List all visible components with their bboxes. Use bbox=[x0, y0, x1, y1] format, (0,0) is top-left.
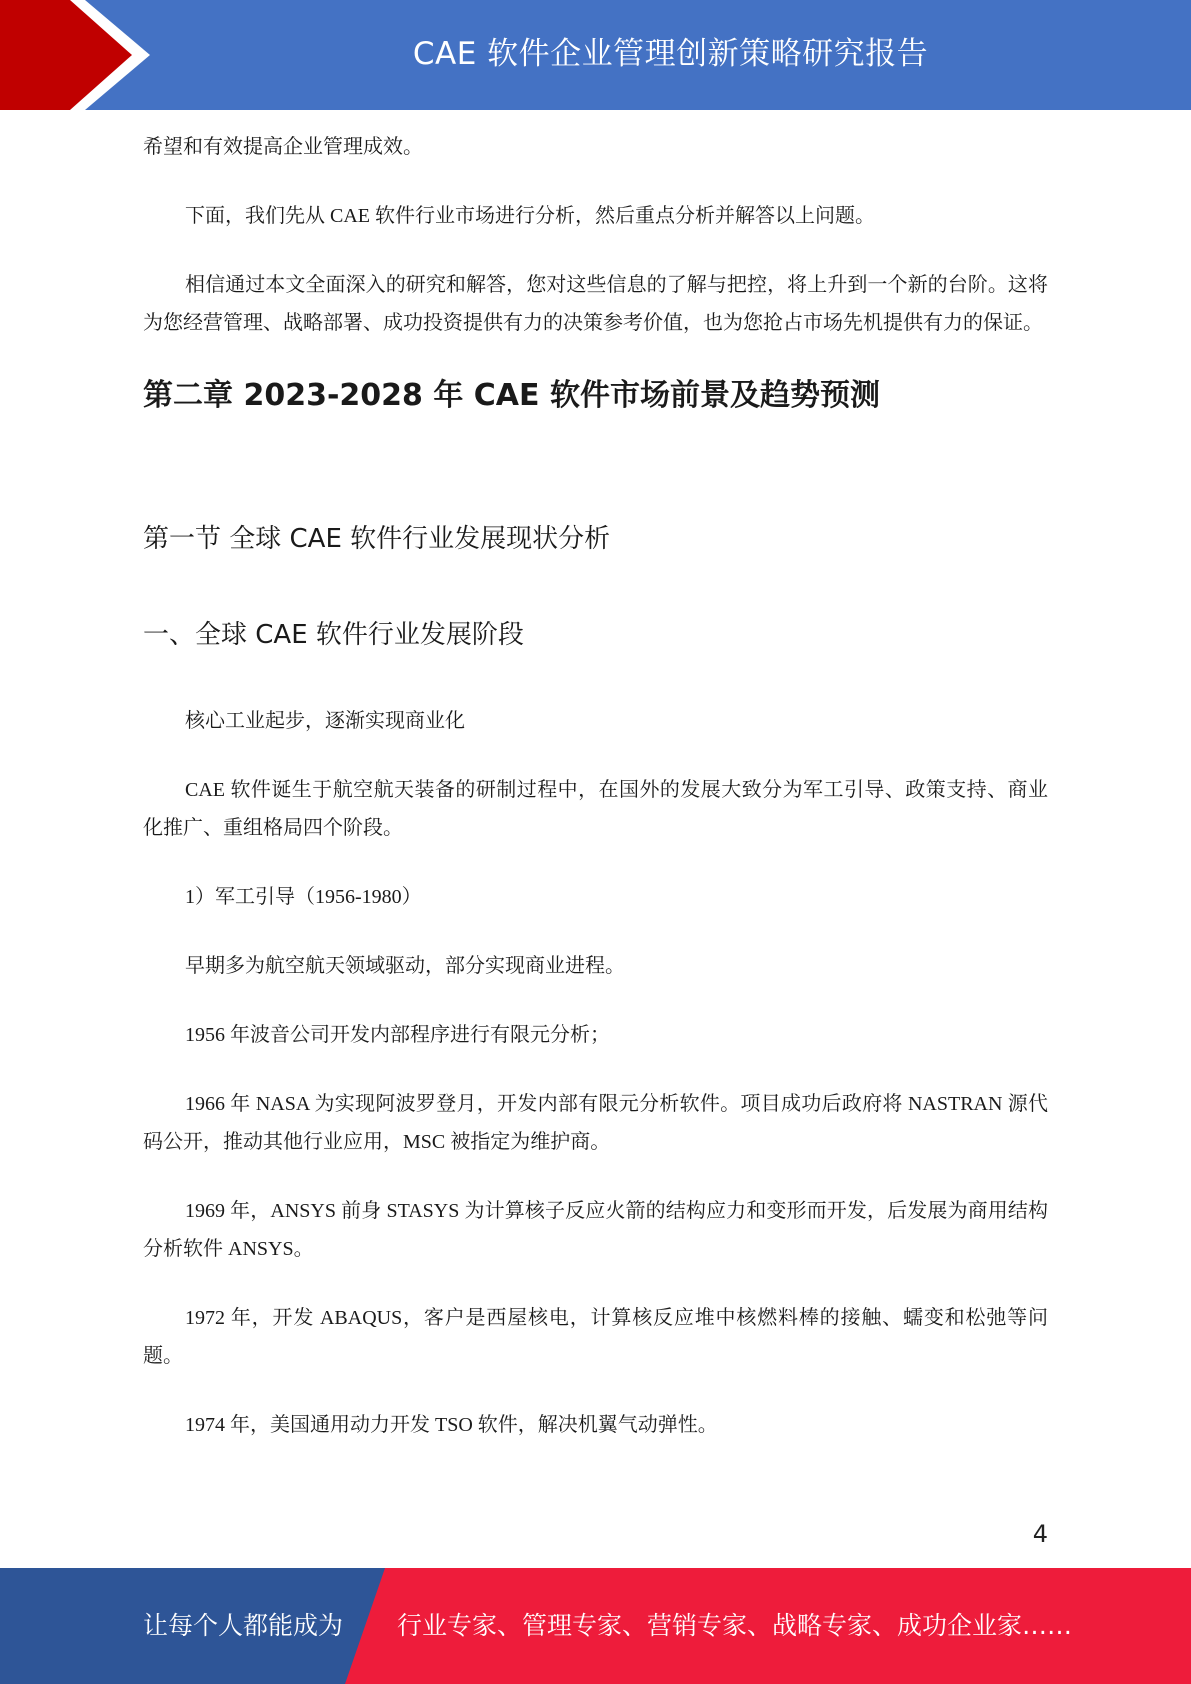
body-paragraph: CAE 软件诞生于航空航天装备的研制过程中，在国外的发展大致分为军工引导、政策支持、商业化推广、重组格局四个阶段。 bbox=[143, 779, 1048, 839]
subsection-heading: 一、全球 CAE 软件行业发展阶段 bbox=[143, 620, 524, 650]
footer-banner bbox=[0, 1568, 1191, 1684]
page-number: 4 bbox=[1032, 1520, 1048, 1548]
body-paragraph: 1972 年，开发 ABAQUS，客户是西屋核电，计算核反应堆中核燃料棒的接触、蠕变和松弛等问题。 bbox=[143, 1307, 1048, 1367]
footer-slogan-left: 让每个人都能成为 bbox=[143, 1611, 344, 1640]
chapter-heading: 第二章 2023-2028 年 CAE 软件市场前景及趋势预测 bbox=[143, 378, 880, 413]
document-body bbox=[143, 128, 1048, 1475]
body-paragraph: 1956 年波音公司开发内部程序进行有限元分析； bbox=[185, 1024, 610, 1046]
body-paragraph: 核心工业起步，逐渐实现商业化 bbox=[185, 710, 465, 732]
body-paragraph: 早期多为航空航天领域驱动，部分实现商业进程。 bbox=[185, 955, 625, 977]
header-chevron-decoration bbox=[0, 0, 160, 110]
body-paragraph: 相信通过本文全面深入的研究和解答，您对这些信息的了解与把控，将上升到一个新的台阶。这将为您经营管理、战略部署、成功投资提供有力的决策参考价值，也为您抢占市场先机提供有力的保证。 bbox=[143, 274, 1048, 334]
body-paragraph: 下面，我们先从 CAE 软件行业市场进行分析，然后重点分析并解答以上问题。 bbox=[185, 205, 875, 227]
section-heading: 第一节 全球 CAE 软件行业发展现状分析 bbox=[143, 524, 611, 554]
body-paragraph: 1966 年 NASA 为实现阿波罗登月，开发内部有限元分析软件。项目成功后政府将 NASTRAN 源代码公开，推动其他行业应用，MSC 被指定为维护商。 bbox=[143, 1093, 1048, 1153]
body-paragraph: 1969 年，ANSYS 前身 STASYS 为计算核子反应火箭的结构应力和变形而开发，后发展为商用结构分析软件 ANSYS。 bbox=[143, 1200, 1048, 1260]
footer-slogan-right: 行业专家、管理专家、营销专家、战略专家、成功企业家…… bbox=[397, 1611, 1073, 1640]
body-paragraph: 希望和有效提高企业管理成效。 bbox=[143, 136, 423, 158]
body-paragraph: 1974 年，美国通用动力开发 TSO 软件，解决机翼气动弹性。 bbox=[185, 1414, 718, 1436]
report-title: CAE 软件企业管理创新策略研究报告 bbox=[412, 36, 929, 72]
header-banner bbox=[0, 0, 1191, 110]
body-paragraph: 1）军工引导（1956-1980） bbox=[185, 886, 422, 908]
